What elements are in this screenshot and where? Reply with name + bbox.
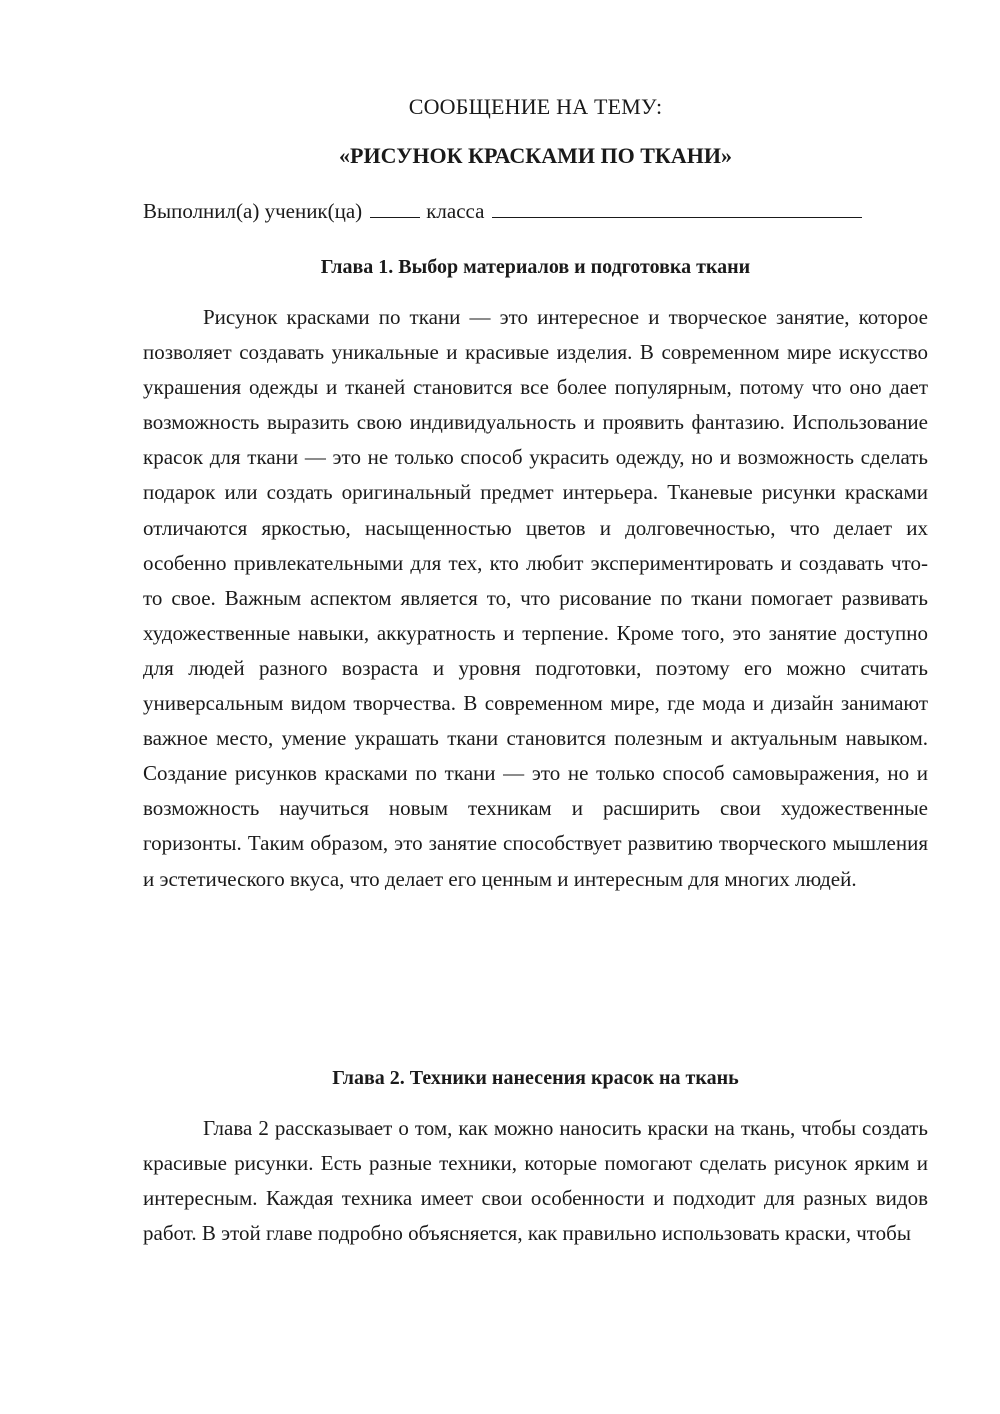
author-prefix: Выполнил(а) ученик(ца) xyxy=(143,199,363,223)
name-blank xyxy=(492,199,862,218)
chapter-2-paragraph: Глава 2 рассказывает о том, как можно наносить краски на ткань, чтобы создать красивые рисунки. Есть разные техники, которые помогают сделать рисунок ярким и интересным. Каждая техника имеет свои особенности и подходит для разных видов работ. В этой главе подробно объясняется, как правильно использовать краски, чтобы xyxy=(143,1116,928,1246)
grade-blank xyxy=(370,199,420,218)
chapter-2-heading: Глава 2. Техники нанесения красок на ткань xyxy=(332,1067,739,1089)
chapter-1-paragraph: Рисунок красками по ткани — это интересное и творческое занятие, которое позволяет создавать уникальные и красивые изделия. В современном мире искусство украшения одежды и тканей становится все более популярным, потому что оно дает возможность выразить свою индивидуальность и проявить фантазию. Использование красок для ткани — это не только способ украсить одежду, но и возможность сделать подарок или создать оригинальный предмет интерьера. Тканевые рисунки красками отличаются яркостью, насыщенностью цветов и долговечностью, что делает их особенно привлекательными для тех, кто любит экспериментировать и создавать что-то свое. Важным аспектом является то, что рисование по ткани помогает развивать художественные навыки, аккуратность и терпение. Кроме того, это занятие доступно для людей разного возраста и уровня подготовки, поэтому его можно считать универсальным видом творчества. В современном мире, где мода и дизайн занимают важное место, умение украшать ткани становится полезным и актуальным навыком. Создание рисунков красками по ткани — это не только способ самовыражения, но и возможность научиться новым техникам и расширить свои художественные горизонты. Таким образом, это занятие способствует развитию творческого мышления и эстетического вкуса, что делает его ценным и интересным для многих людей. xyxy=(143,305,928,891)
chapter-1-heading: Глава 1. Выбор материалов и подготовка ткани xyxy=(320,256,751,278)
document-title-line2: «РИСУНОК КРАСКАМИ ПО ТКАНИ» xyxy=(339,143,732,168)
document-title-line1: СООБЩЕНИЕ НА ТЕМУ: xyxy=(408,94,663,119)
author-line xyxy=(143,199,928,224)
class-label: класса xyxy=(426,199,485,223)
